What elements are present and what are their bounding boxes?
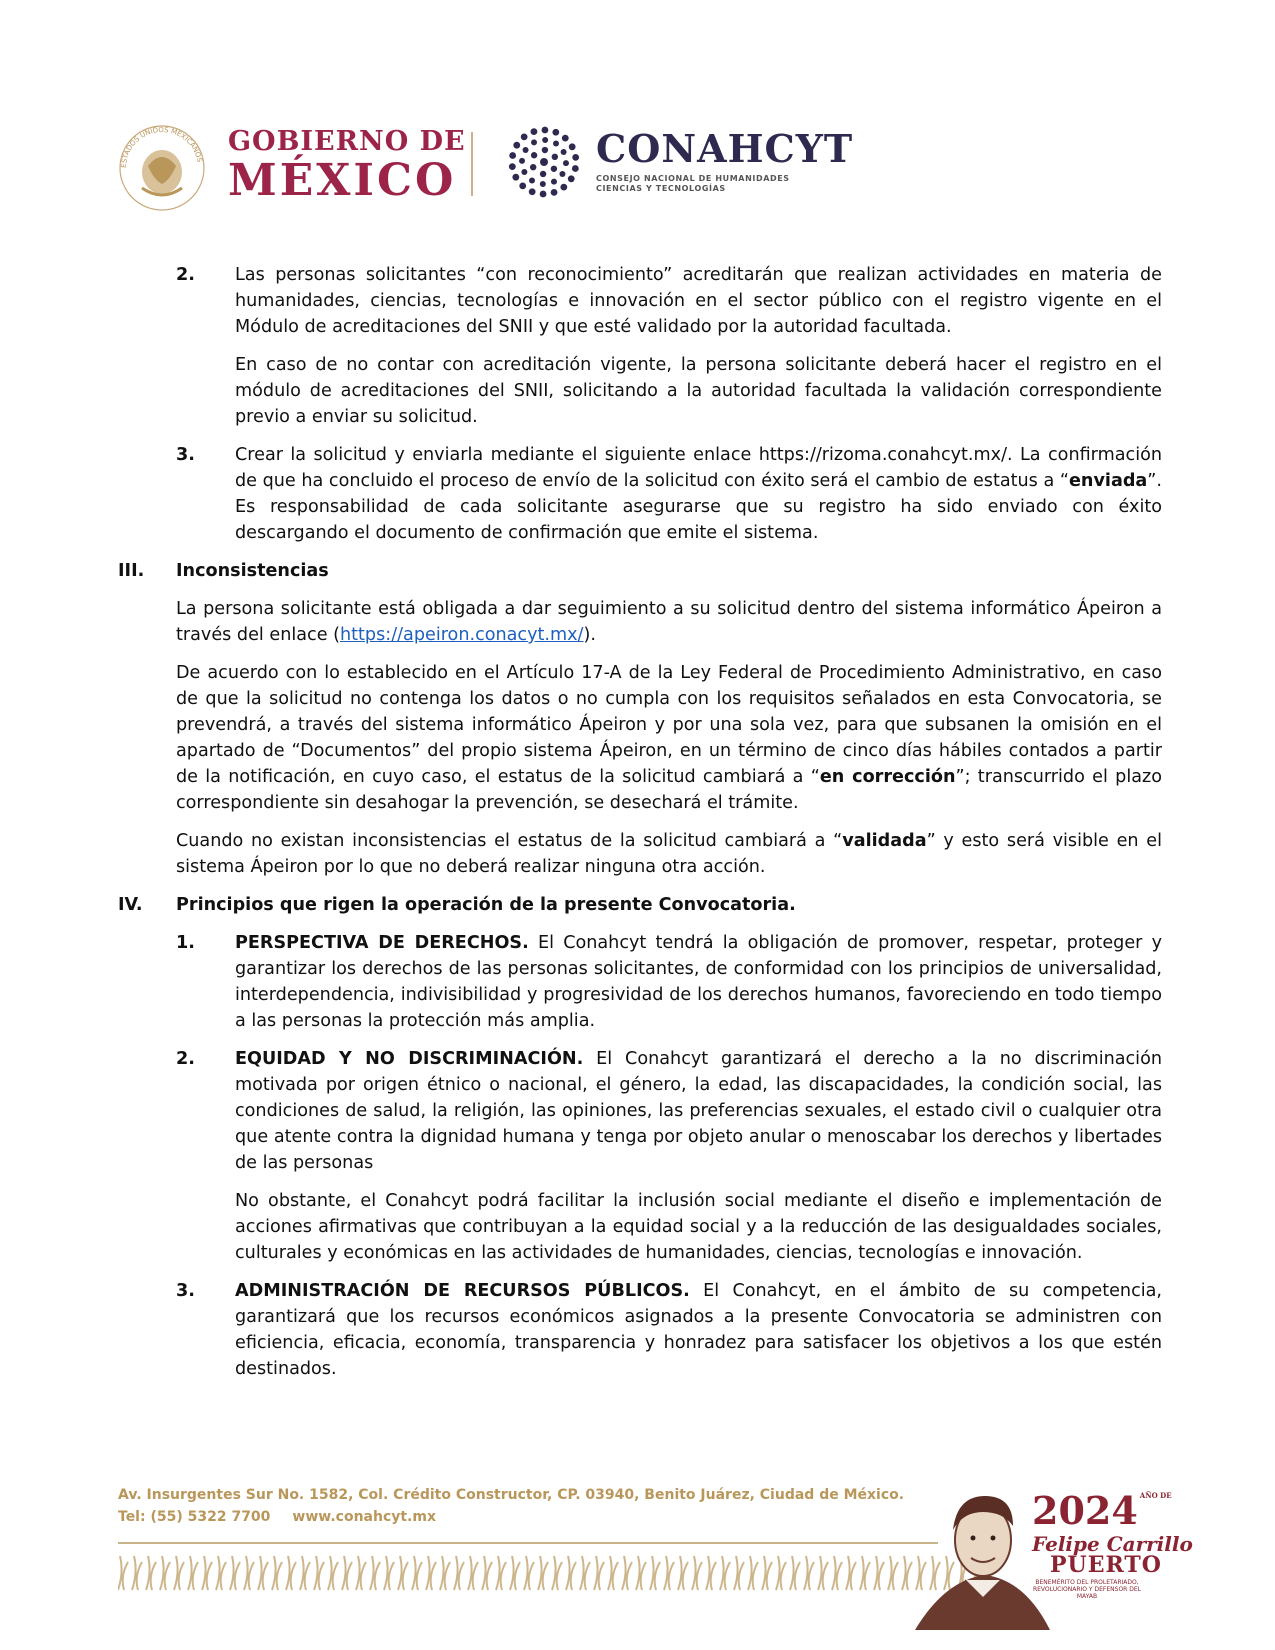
gobierno-line1: GOBIERNO DE	[228, 126, 466, 157]
section-title: Principios que rigen la operación de la presente Convocatoria.	[176, 895, 796, 915]
honoree-tagline: BENEMÉRITO DEL PROLETARIADO, REVOLUCIONARIO Y DEFENSOR DEL MAYAB	[1032, 1579, 1142, 1601]
year-badge	[1032, 1488, 1193, 1601]
document-body	[0, 262, 1275, 1382]
item-number: 3.	[176, 1281, 195, 1301]
list-item	[0, 442, 1275, 546]
list-item	[0, 1046, 1275, 1176]
status-validada: validada	[842, 831, 927, 851]
seal-text: ESTADOS UNIDOS MEXICANOS	[119, 125, 204, 169]
status-enviada: enviada	[1068, 471, 1148, 491]
conahcyt-subtitle-2: CIENCIAS Y TECNOLOGÍAS	[596, 183, 726, 193]
footer-divider	[118, 1542, 938, 1544]
footer-address: Av. Insurgentes Sur No. 1582, Col. Crédito Constructor, CP. 03940, Benito Juárez, Ciudad de México.	[118, 1487, 905, 1503]
list-item	[0, 262, 1275, 340]
list-item	[0, 1278, 1275, 1382]
decorative-pattern	[118, 1552, 978, 1592]
conahcyt-logo	[596, 126, 854, 193]
section-number: III.	[118, 561, 145, 581]
year-note: AÑO DE	[1139, 1491, 1172, 1500]
year-number: 2024 $^{AÑO DE}$	[1032, 1488, 1172, 1533]
conahcyt-subtitle-1: CONSEJO NACIONAL DE HUMANIDADES	[596, 174, 790, 183]
apeiron-link[interactable]: https://apeiron.conacyt.mx/	[339, 625, 584, 645]
footer-contact	[118, 1484, 904, 1528]
honoree-name-1: Felipe Carrillo	[1032, 1532, 1193, 1556]
item-text: Crear la solicitud y enviarla mediante el siguiente enlace https://rizoma.conahcyt.mx/. La confirmación de que ha concluido el proceso de envío de la solicitud con éxito será el cambio de estatus a “enviada”. Es responsabilidad de cada solicitante asegurarse que su registro ha sido enviado con éxito descargando el documento de confirmación que emite el sistema.	[235, 445, 1162, 543]
header-divider	[471, 132, 473, 196]
mexico-seal-logo	[116, 122, 208, 214]
section-title: Inconsistencias	[176, 561, 329, 581]
gobierno-line2: MÉXICO	[228, 155, 457, 206]
item-text: Las personas solicitantes “con reconocimiento” acreditarán que realizan actividades en materia de humanidades, ciencias, tecnologías e innovación en el sector público con el registro vigente en el Módulo de acreditaciones del SNII y que esté validado por la autoridad facultada.	[235, 265, 1162, 337]
item-number: 1.	[176, 933, 195, 953]
page-header	[116, 118, 854, 218]
item-text: PERSPECTIVA DE DERECHOS. El Conahcyt tendrá la obligación de promover, respetar, proteger y garantizar los derechos de las personas solicitantes, de conformidad con los principios de universalidad, interdependencia, indivisibilidad y progresividad de los derechos humanos, favoreciendo en todo tiempo a las personas la protección más amplia.	[235, 933, 1162, 1031]
footer-website: www.conahcyt.mx	[292, 1509, 436, 1525]
page-footer	[0, 1470, 1275, 1650]
gobierno-de-mexico-logo	[228, 126, 466, 206]
item-number: 3.	[176, 445, 195, 465]
paragraph: De acuerdo con lo establecido en el Artículo 17-A de la Ley Federal de Procedimiento Administrativo, en caso de que la solicitud no contenga los datos o no cumpla con los requisitos señalados en esta Convocatoria, se prevendrá, a través del sistema informático Ápeiron y por una sola vez, para que subsanen la omisión en el apartado de “Documentos” del propio sistema Ápeiron, en un término de cinco días hábiles contados a partir de la notificación, en cuyo caso, el estatus de la solicitud cambiará a “en corrección”; transcurrido el plazo correspondiente sin desahogar la prevención, se desechará el trámite.	[176, 663, 1162, 813]
item-number: 2.	[176, 1049, 195, 1069]
item-text: EQUIDAD Y NO DISCRIMINACIÓN. El Conahcyt garantizará el derecho a la no discriminación motivada por origen étnico o nacional, el género, la edad, las discapacidades, la condición social, las condiciones de salud, la religión, las opiniones, las preferencias sexuales, el estado civil o cualquier otra que atente contra la dignidad humana y tenga por objeto anular o menoscabar los derechos y libertades de las personas	[235, 1049, 1162, 1173]
list-item	[0, 930, 1275, 1034]
footer-phone: Tel: (55) 5322 7700	[118, 1509, 271, 1525]
section-heading	[0, 558, 1275, 584]
conahcyt-dots-icon	[504, 122, 584, 202]
paragraph: La persona solicitante está obligada a dar seguimiento a su solicitud dentro del sistema informático Ápeiron a través del enlace (https://apeiron.conacyt.mx/).	[176, 599, 1162, 645]
item-text: ADMINISTRACIÓN DE RECURSOS PÚBLICOS. El Conahcyt, en el ámbito de su competencia, garantizará que los recursos económicos asignados a la presente Convocatoria se administren con eficiencia, eficacia, economía, transparencia y honradez para satisfacer los objetivos a los que estén destinados.	[235, 1281, 1163, 1379]
section-number: IV.	[118, 895, 143, 915]
section-heading	[0, 892, 1275, 918]
status-en-correccion: en corrección	[819, 767, 956, 787]
paragraph: En caso de no contar con acreditación vigente, la persona solicitante deberá hacer el registro en el módulo de acreditaciones del SNII, solicitando a la autoridad facultada la validación correspondiente previo a enviar su solicitud.	[235, 355, 1162, 427]
paragraph: Cuando no existan inconsistencias el estatus de la solicitud cambiará a “validada” y esto será visible en el sistema Ápeiron por lo que no deberá realizar ninguna otra acción.	[176, 831, 1162, 877]
paragraph: No obstante, el Conahcyt podrá facilitar la inclusión social mediante el diseño e implementación de acciones afirmativas que contribuyan a la equidad social y a la reducción de las desigualdades sociales, culturales y económicas en las actividades de humanidades, ciencias, tecnologías e innovación.	[235, 1191, 1162, 1263]
item-number: 2.	[176, 265, 195, 285]
conahcyt-name: CONAHCYT	[596, 126, 854, 171]
honoree-name-2: PUERTO	[1050, 1552, 1162, 1578]
